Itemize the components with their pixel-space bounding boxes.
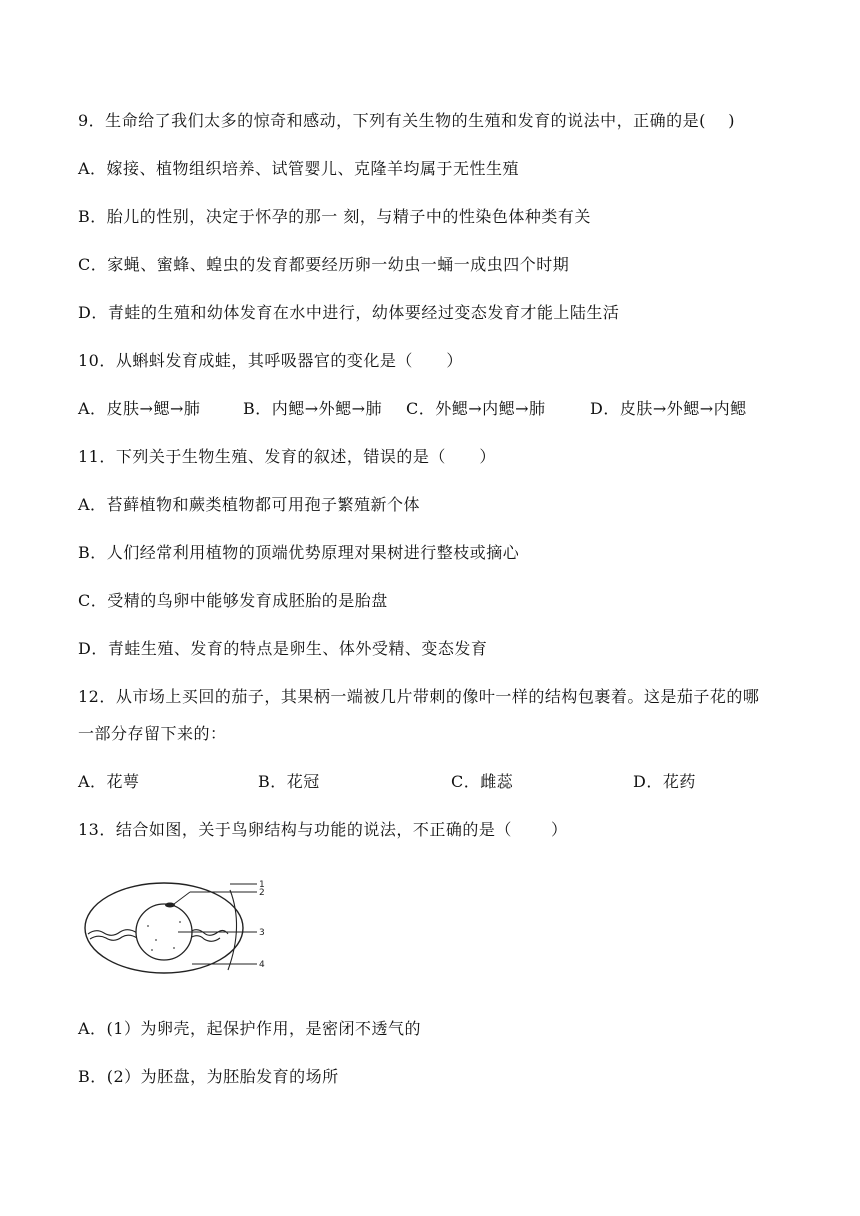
bird-egg-diagram: [82, 878, 282, 978]
question-13-option-a: A．(1）为卵壳，起保护作用，是密闭不透气的: [78, 1019, 421, 1038]
question-12-option-d: D．花药: [633, 772, 696, 791]
question-12-stem-line-1: 12．从市场上买回的茄子，其果柄一端被几片带刺的像叶一样的结构包裹着。这是茄子花的哪: [78, 687, 760, 706]
chalaza-left: [88, 930, 137, 936]
question-13-option-b: B．(2）为胚盘，为胚胎发育的场所: [78, 1067, 339, 1086]
question-13-stem: 13．结合如图，关于鸟卵结构与功能的说法，不正确的是（ ）: [78, 820, 568, 839]
label-4: 4: [259, 960, 265, 970]
question-9-option-a: A．嫁接、植物组织培养、试管婴儿、克隆羊均属于无性生殖: [78, 159, 520, 178]
label-3: 3: [259, 928, 265, 938]
question-11-stem: 11．下列关于生物生殖、发育的叙述，错误的是（ ）: [78, 447, 496, 466]
chalaza-right: [190, 930, 228, 936]
label-2: 2: [259, 888, 265, 898]
question-11-option-c: C．受精的鸟卵中能够发育成胚胎的是胎盘: [78, 591, 388, 610]
question-11-option-b: B．人们经常利用植物的顶端优势原理对果树进行整枝或摘心: [78, 543, 520, 562]
question-9-stem: 9．生命给了我们太多的惊奇和感动，下列有关生物的生殖和发育的说法中，正确的是( ): [78, 111, 736, 130]
question-10-option-c: C．外鳃→内鳃→肺: [406, 399, 546, 418]
chalaza-right-lower: [190, 936, 220, 942]
chalaza-left-lower: [90, 935, 137, 940]
question-11-option-d: D．青蛙生殖、发育的特点是卵生、体外受精、变态发育: [78, 639, 488, 658]
question-12-option-c: C．雌蕊: [451, 772, 514, 791]
question-11-option-a: A．苔藓植物和蕨类植物都可用孢子繁殖新个体: [78, 495, 421, 514]
question-9-option-d: D．青蛙的生殖和幼体发育在水中进行，幼体要经过变态发育才能上陆生活: [78, 303, 620, 322]
question-10-option-d: D．皮肤→外鳃→内鳃: [590, 399, 747, 418]
question-10-stem: 10．从蝌蚪发育成蛙，其呼吸器官的变化是（ ）: [78, 351, 463, 370]
question-9-option-b: B．胎儿的性别，决定于怀孕的那一 刻，与精子中的性染色体种类有关: [78, 207, 591, 226]
question-12-stem-line-2: 一部分存留下来的：: [78, 724, 227, 743]
question-10-option-a: A．皮肤→鳃→肺: [78, 399, 201, 418]
question-12-option-b: B．花冠: [258, 772, 320, 791]
question-9-option-c: C．家蝇、蜜蜂、蝗虫的发育都要经历卵一幼虫一蛹一成虫四个时期: [78, 255, 570, 274]
question-12-option-a: A．花萼: [78, 772, 140, 791]
label-1: 1: [259, 880, 265, 890]
question-10-option-b: B．内鳃→外鳃→肺: [243, 399, 383, 418]
germinal-disc: [165, 903, 175, 908]
